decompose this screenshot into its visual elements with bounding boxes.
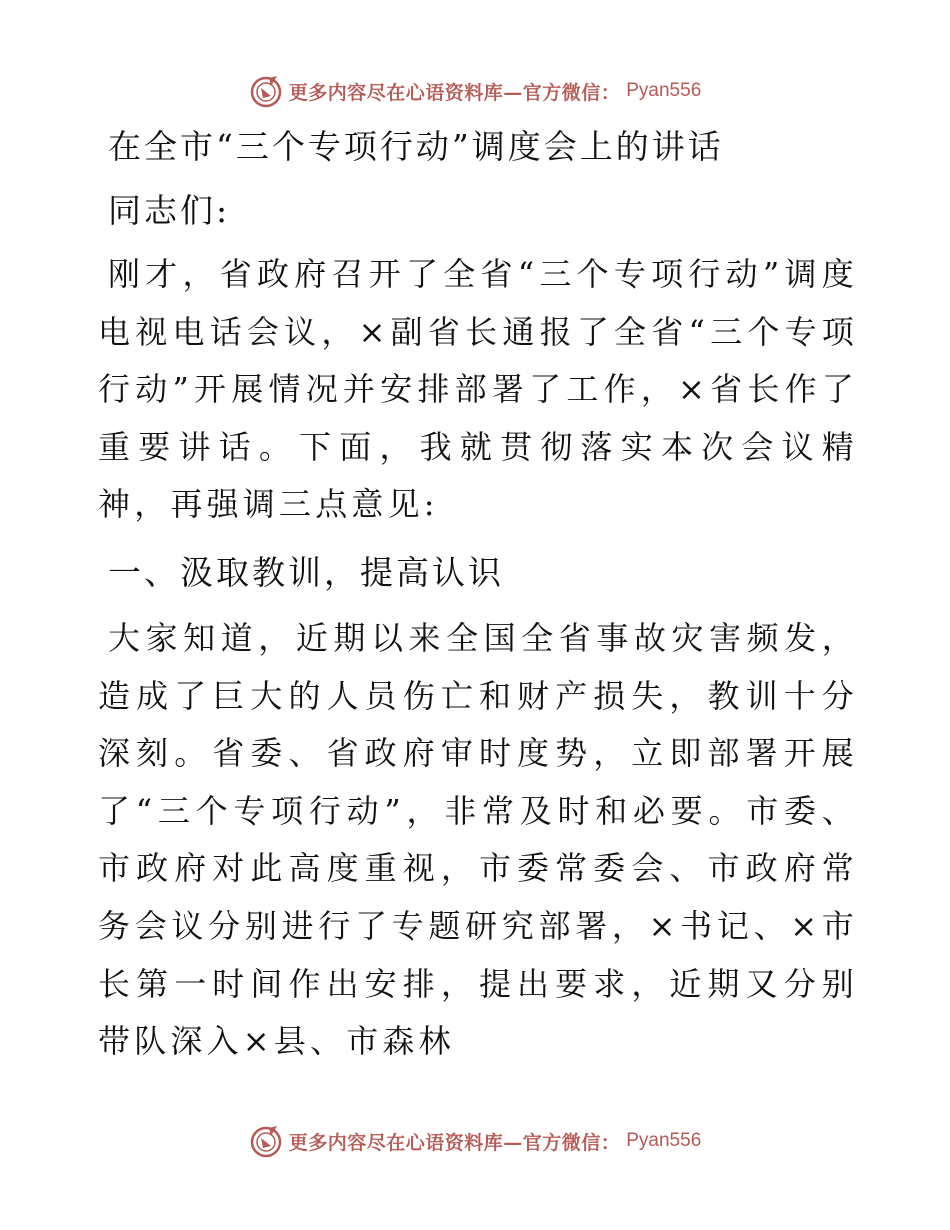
section-heading-1: 一、汲取教训，提高认识: [108, 552, 504, 592]
watermark-text: 更多内容尽在心语资料库—官方微信：: [288, 1131, 621, 1154]
watermark-banner-top: [0, 71, 950, 111]
logo-icon: [249, 1124, 283, 1158]
watermark-banner-bottom: [0, 1121, 950, 1161]
paragraph-section-1: 大家知道，近期以来全国全省事故灾害频发，造成了巨大的人员伤亡和财产损失，教训十分深刻。省委、省政府审时度势，立即部署开展了“三个专项行动”，非常及时和必要。市委、市政府对此高度重视，市委常委会、市政府常务会议分别进行了专题研究部署，×书记、×市长第一时间作出安排，提出要求，近期又分别带队深入×县、市森林: [98, 618, 858, 1061]
salutation: 同志们:: [108, 191, 231, 230]
logo-icon: [249, 74, 283, 108]
document-title: 在全市“三个专项行动”调度会上的讲话: [108, 127, 724, 166]
document-body: [98, 118, 858, 1081]
watermark-wechat-id: Pyan556: [626, 80, 702, 101]
watermark-text: 更多内容尽在心语资料库—官方微信：: [288, 81, 621, 104]
watermark-wechat-id: Pyan556: [626, 1130, 702, 1151]
paragraph-intro: 刚才，省政府召开了全省“三个专项行动”调度电视电话会议，×副省长通报了全省“三个专项行动”开展情况并安排部署了工作，×省长作了重要讲话。下面，我就贯彻落实本次会议精神，再强调三点意见:: [98, 255, 858, 524]
